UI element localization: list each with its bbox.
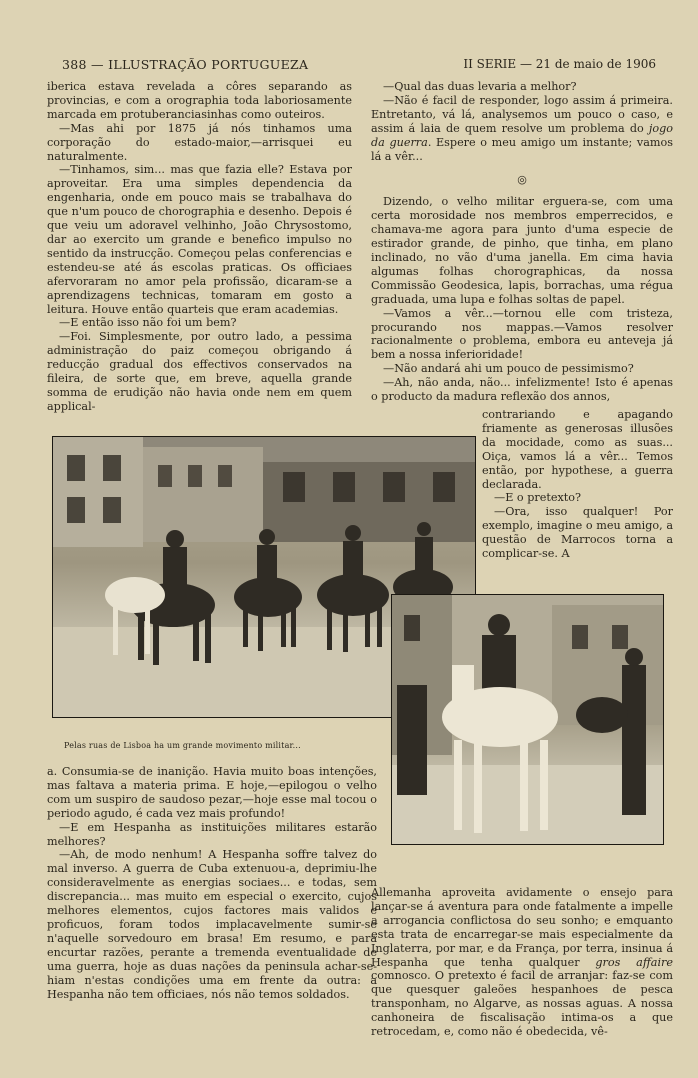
paragraph: —E o pretexto? xyxy=(494,491,581,505)
paragraph: iberica estava revelada a côres separando as provincias, e com a orographia toda laboriosamente marcada em protuberanciasinhas como outeiros. xyxy=(47,80,352,121)
text-run: comnosco. O pretexto é facil de arranjar: faz-se com que quesquer galeões hespanhoes de pesca transponham, no Algarve, as nossas aguas. A nossa canhoneira de fiscalisação intima-os a que retrocedam, e, como não é obedecida, vê- xyxy=(371,969,673,1039)
officer-photo xyxy=(391,594,664,845)
section-ornament: ◎ xyxy=(517,173,527,187)
paragraph: a. Consumia-se de inanição. Havia muito boas intenções, mas faltava a materia prima. E hoje,—epilogou o velho com um suspiro de saudoso pezar,—hoje esse mal tocou o periodo agudo, é cada vez mais profundo! xyxy=(47,765,377,820)
column-2-top xyxy=(371,80,673,404)
paragraph: —Qual das duas levaria a melhor? xyxy=(383,80,577,93)
paragraph: Dizendo, o velho militar erguera-se, com uma certa morosidade nos membros emperrecidos, e chamava-me agora para junto d'uma especie de estirador grande, de pinho, que tinha, em plano inclinado, no vão d'uma janella. Em cima havia algumas folhas chorographicas, da nossa Commissão Geodesica, lapis, borrachas, uma régua graduada, uma lupa e folhas soltas de papel. xyxy=(371,195,673,306)
paragraph: —Mas ahi por 1875 já nós tinhamos uma corporação do estado-maior,—arrisquei eu naturalmente. xyxy=(47,121,352,163)
paragraph: —Tinhamos, sim... mas que fazia elle? Estava por aproveitar. Era uma simples dependencia da engenharia, onde em pouco mais se trabalhava do que n'um pouco de chorographia e desenho. Depois é que veiu um adoravel velhinho, João Chrysostomo, dar ao exercito um grande e benefico impulso no sentido da instrucção. Começou pelas conferencias e estendeu-se até ás escolas praticas. Os officiaes afervoraram no amor pela profissão, dicaram-se a aprendizagens technicas, tomaram em gosto a leitura. Houve então quarteis que eram academias. xyxy=(47,163,352,316)
paragraph: contrariando e apagando friamente as generosas illusões da mocidade, como as suas... Oiça, vamos lá a vêr... Temos então, por hypothese, a guerra declarada. xyxy=(482,408,673,491)
page-header-title: 388 — ILLUSTRAÇÃO PORTUGUEZA xyxy=(62,57,309,72)
paragraph: —Não andará ahi um pouco de pessimismo? xyxy=(383,362,634,376)
italic-term: jogo da guerra xyxy=(371,121,673,149)
page-header-date: II SERIE — 21 de maio de 1906 xyxy=(463,57,656,71)
column-1-top xyxy=(47,80,352,414)
officer-photo-illustration xyxy=(392,595,663,844)
column-2-bottom xyxy=(371,886,673,1039)
column-2-middle xyxy=(482,408,673,561)
paragraph xyxy=(371,886,673,1039)
paragraph: —E então isso não foi um bem? xyxy=(59,316,237,330)
text-run: Allemanha aproveita avidamente o ensejo para lançar-se á aventura para onde fatalmente a impelle a arrogancia conflictosa do seu sonho; e emquanto esta trata de encarregar-se mais especialmente da Inglaterra, por mar, e da França, por terra, insinua á Hespanha que tenha qualquer xyxy=(371,886,673,969)
paragraph: —Vamos a vêr...—tornou elle com tristeza, procurando nos mappas.—Vamos resolver racionalmente o problema, embora eu anteveja já bem a nossa inferioridade! xyxy=(371,306,673,362)
column-1-bottom xyxy=(47,765,377,1001)
italic-term: gros affaire xyxy=(595,955,673,969)
paragraph: —Foi. Simplesmente, por outro lado, a pessima administração do paiz começou obrigando á reducção gradual dos effectivos conservados na fileira, de sorte que, em breve, aquella grande somma de erudição não havia onde nem em quem applical- xyxy=(47,330,352,413)
paragraph: —Ah, de modo nenhum! A Hespanha soffre talvez do mal inverso. A guerra de Cuba extenuou-a, deprimiu-lhe consideravelmente as energias sociaes... e todas, sem discrepancia... mas muito em especial o exercito, cujos melhores elementos, cujos factores mais validos e proficuos, foram todos implacavelmente sumir-se n'aquelle sorvedouro em brasa! Em resumo, e para encurtar razões, perante a tremenda eventualidade de uma guerra, hoje as duas nações da peninsula achar-se-hiam n'estas condições uma em frente da outra: a Hespanha não tem officiaes, nós não temos soldados. xyxy=(47,848,377,1001)
photo-caption: Pelas ruas de Lisboa ha um grande movimento militar... xyxy=(64,741,301,750)
text-run: . Espere o meu amigo um instante; vamos lá a vêr... xyxy=(371,135,673,163)
paragraph: —Ah, não anda, não... infelizmente! Isto é apenas o producto da madura reflexão dos annos, xyxy=(371,376,673,404)
text-run: —Não é facil de responder, logo assim á primeira. Entretanto, vá lá, analysemos um pouco o caso, e assim á laia de quem resolve um problema do xyxy=(371,93,673,135)
paragraph: —Ora, isso qualquer! Por exemplo, imagine o meu amigo, a questão de Marrocos torna a complicar-se. A xyxy=(482,505,673,561)
paragraph: —E em Hespanha as instituições militares estarão melhores? xyxy=(47,820,377,848)
paragraph xyxy=(371,94,673,164)
